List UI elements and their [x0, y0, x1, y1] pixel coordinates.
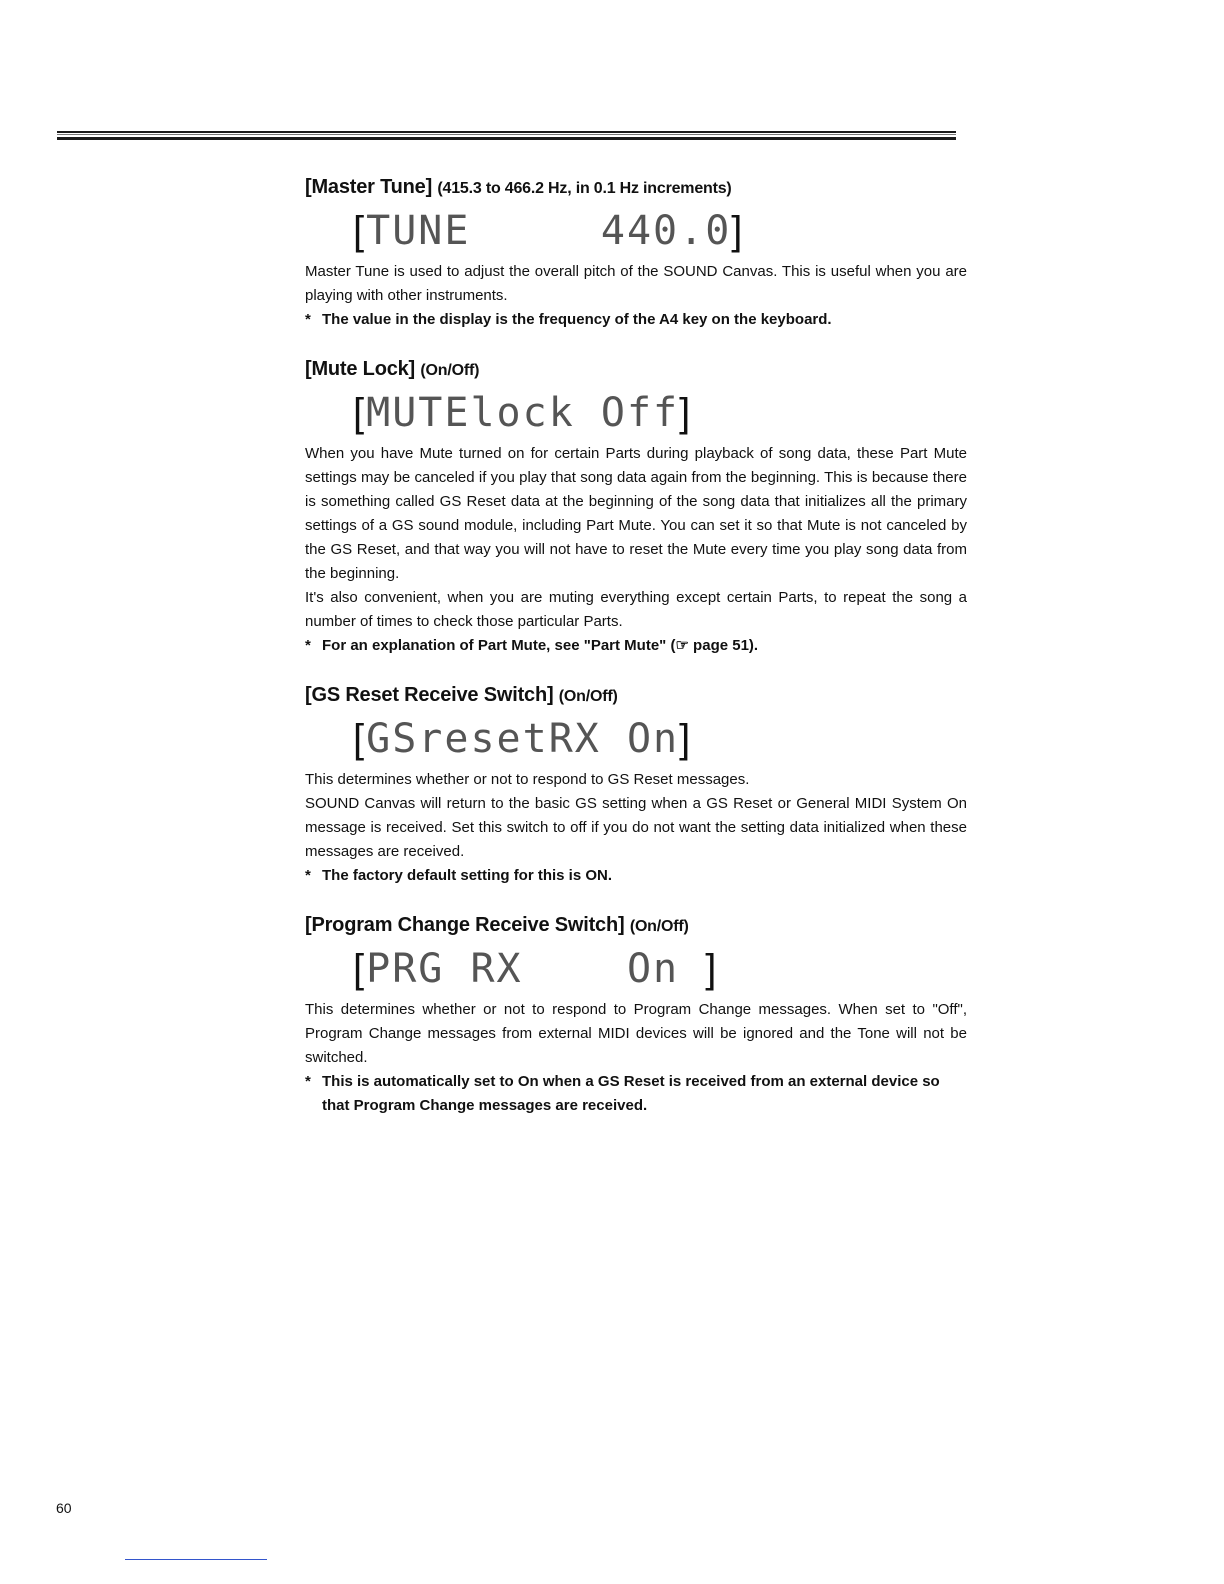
section-master-tune: [305, 172, 967, 332]
section-title: [Master Tune]: [305, 176, 433, 198]
bottom-line: [125, 1559, 267, 1560]
section-mute-lock: [305, 354, 967, 658]
section-gs-reset-receive: [305, 680, 967, 888]
section-program-change-receive: [305, 910, 967, 1118]
section-paragraph: SOUND Canvas will return to the basic GS setting when a GS Reset or General MIDI System On message is received. Set this switch to off if you do not want the setting data initialized when these messages are received.: [305, 795, 967, 860]
section-paragraph: When you have Mute turned on for certain Parts during playback of song data, these Part Mute settings may be canceled if you play that song data again from the beginning. This is because there is something called GS Reset data at the beginning of the song data that initializes all the primary settings of a GS sound module, including Part Mute. You can set it so that Mute is not canceled by the GS Reset, and that way you will not have to reset the Mute every time you play song data from the beginning.: [305, 445, 967, 582]
section-paragraph: Master Tune is used to adjust the overall pitch of the SOUND Canvas. This is useful when you are playing with other instruments.: [305, 263, 967, 304]
section-paragraph: This determines whether or not to respond to GS Reset messages.: [305, 771, 750, 788]
lcd-display: [TUNE 440.0]: [353, 208, 745, 254]
section-note: * For an explanation of Part Mute, see "Part Mute" (☞ page 51).: [305, 634, 967, 658]
section-note: * The factory default setting for this is ON.: [305, 864, 967, 888]
section-heading: [305, 172, 967, 204]
lcd-display: [PRG RX On ]: [353, 946, 719, 992]
section-heading: [305, 354, 967, 386]
section-heading: [305, 910, 967, 942]
section-note: * The value in the display is the frequency of the A4 key on the keyboard.: [305, 308, 967, 332]
section-paragraph: It's also convenient, when you are muting everything except certain Parts, to repeat the song a number of times to check those particular Parts.: [305, 589, 967, 630]
lcd-text: TUNE 440.0: [366, 208, 732, 254]
asterisk-icon: *: [305, 867, 311, 884]
asterisk-icon: *: [305, 637, 311, 654]
section-title: [GS Reset Receive Switch]: [305, 684, 554, 706]
top-rule: [57, 131, 956, 140]
lcd-text: MUTElock Off: [366, 390, 680, 436]
asterisk-icon: *: [305, 311, 311, 328]
section-paragraph: This determines whether or not to respond to Program Change messages. When set to "Off", Program Change messages from external MIDI devices will be ignored and the Tone will not be switched.: [305, 1001, 967, 1066]
section-note: * This is automatically set to On when a GS Reset is received from an external device so that Program Change messages are received.: [305, 1070, 967, 1118]
section-title: [Program Change Receive Switch]: [305, 914, 625, 936]
section-heading: [305, 680, 967, 712]
section-title: [Mute Lock]: [305, 358, 416, 380]
lcd-text: GSresetRX On: [366, 716, 680, 762]
section-range: (On/Off): [558, 688, 618, 705]
lcd-display: [MUTElock Off]: [353, 390, 693, 436]
section-range: (On/Off): [629, 918, 689, 935]
section-range: (415.3 to 466.2 Hz, in 0.1 Hz increments): [437, 180, 732, 197]
lcd-text: PRG RX On: [366, 946, 706, 992]
page-content: [305, 172, 967, 1140]
section-range: (On/Off): [420, 362, 480, 379]
asterisk-icon: *: [305, 1073, 311, 1090]
lcd-display: [GSresetRX On]: [353, 716, 693, 762]
page-number: 60: [56, 1500, 72, 1516]
